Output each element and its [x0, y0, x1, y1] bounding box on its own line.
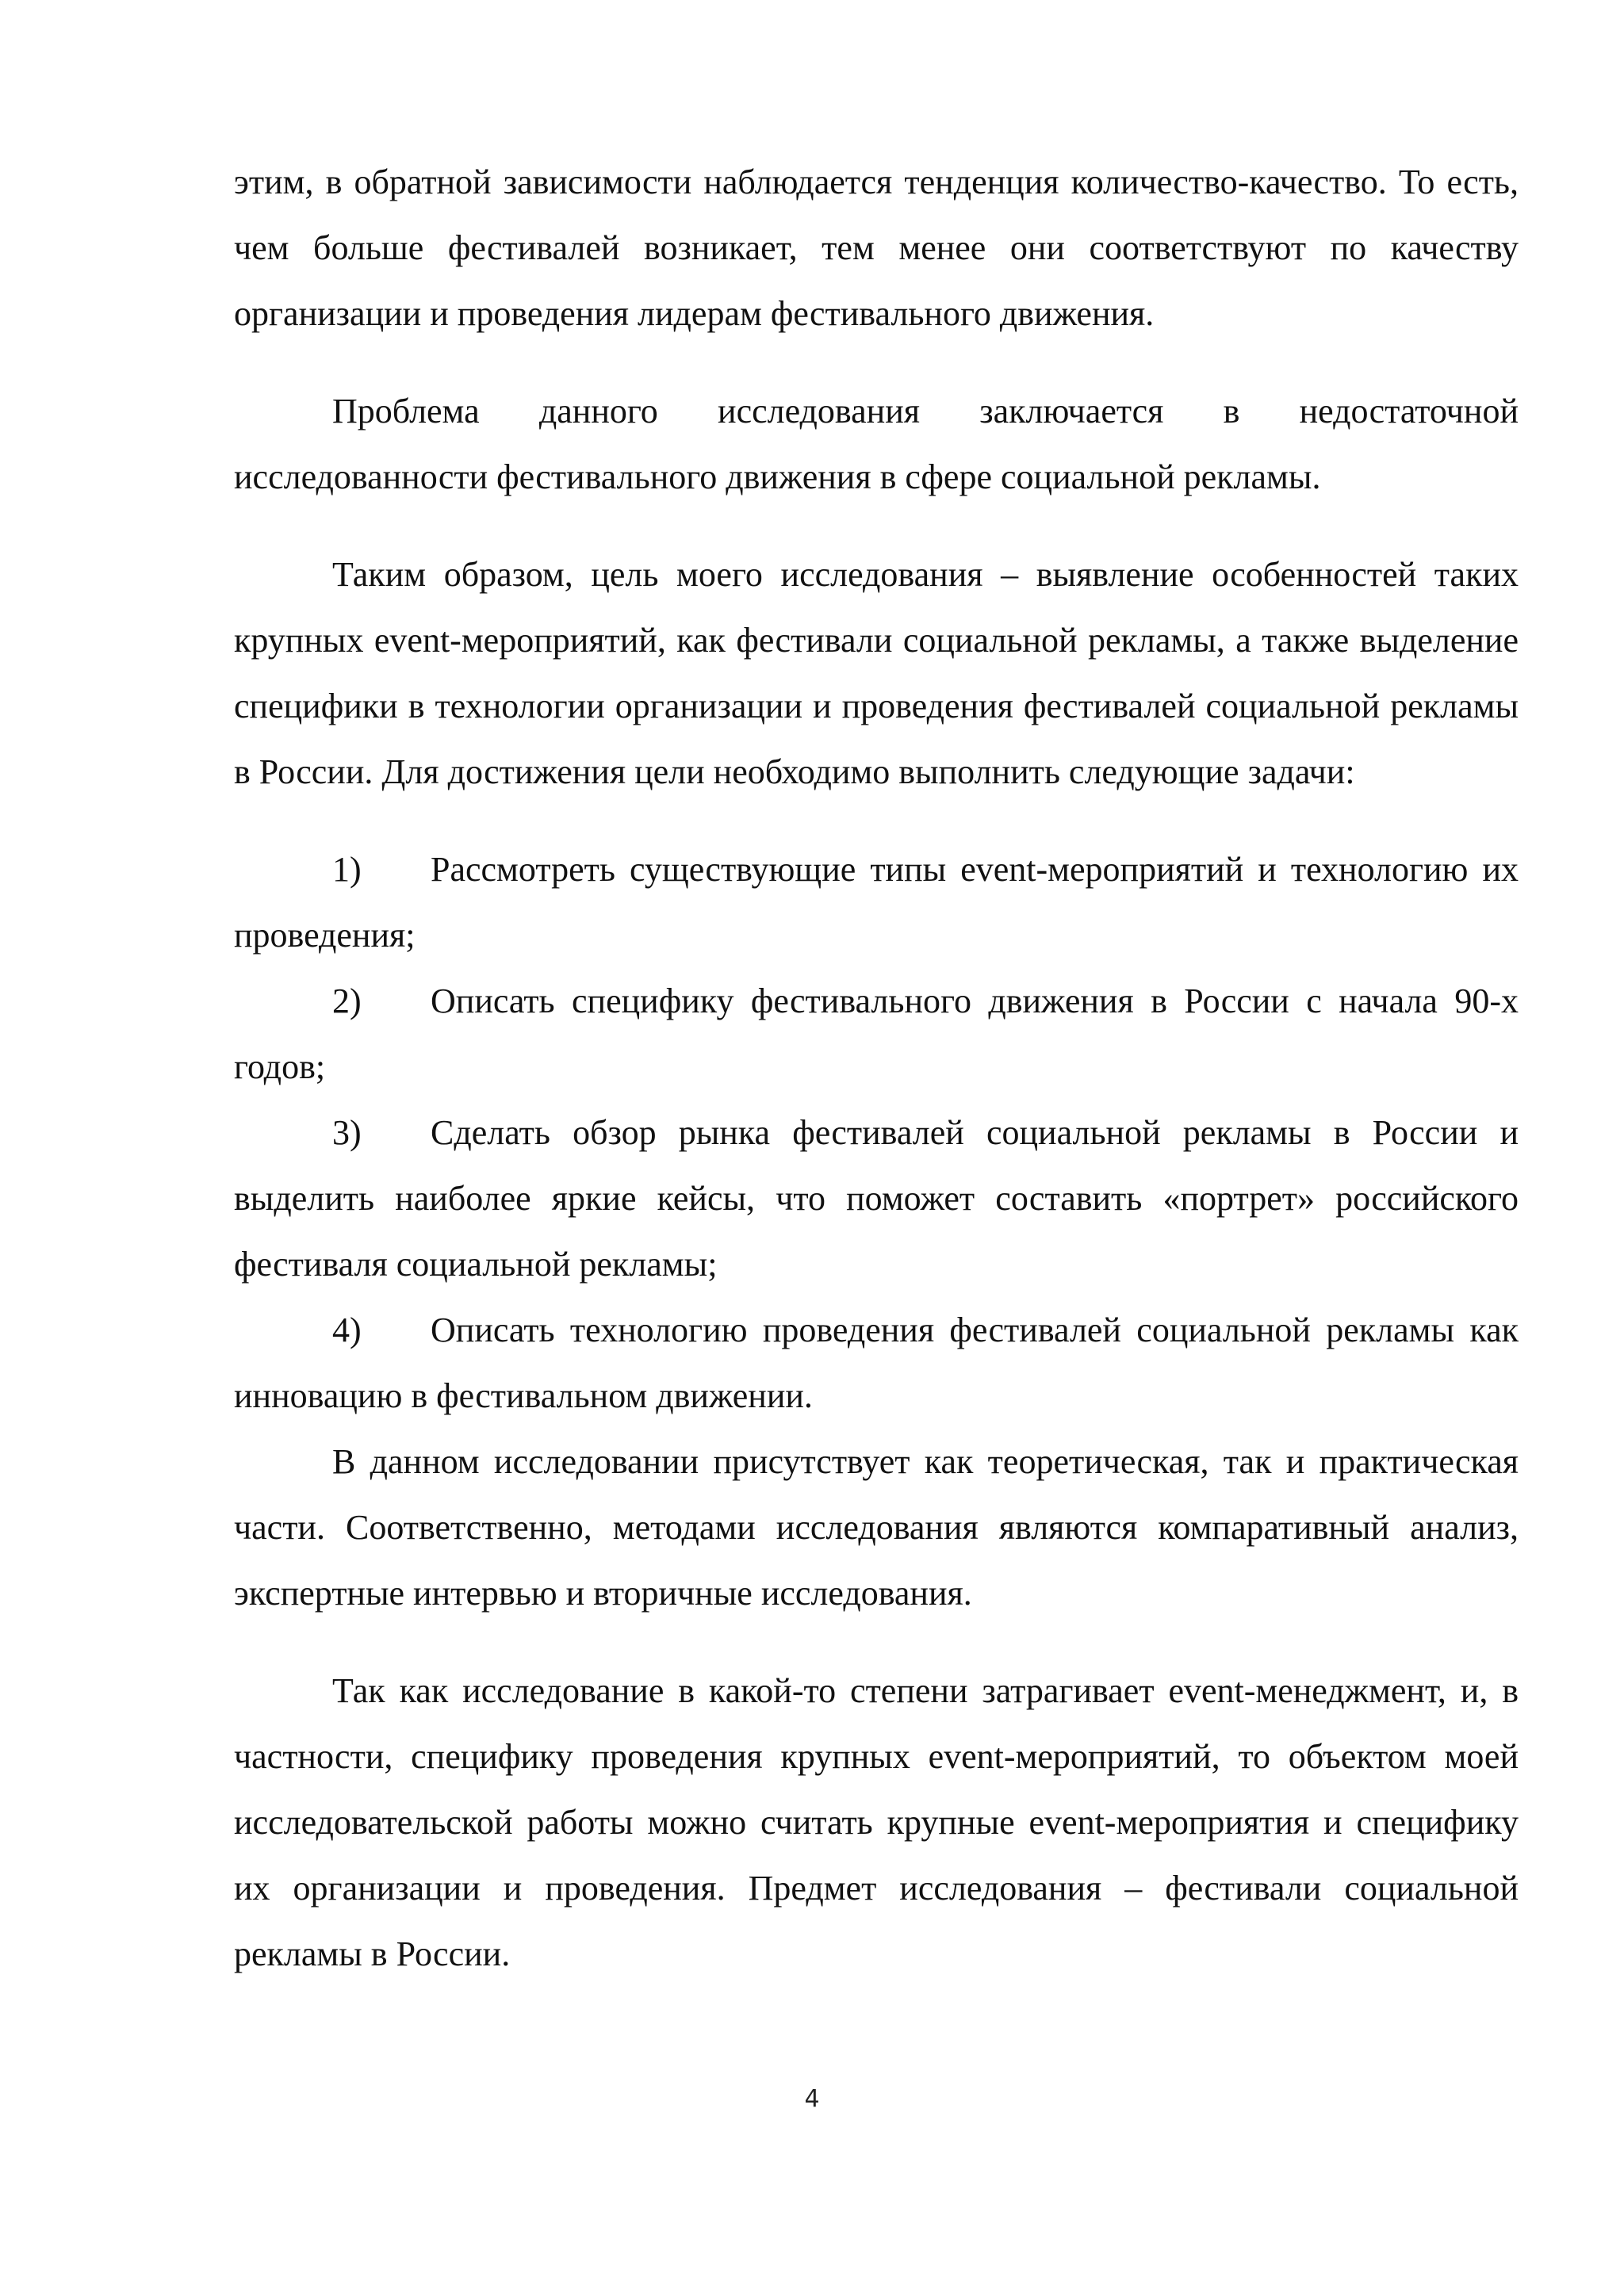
task-list	[234, 836, 1519, 1429]
task-item	[234, 1100, 1519, 1297]
task-number: 1)	[332, 850, 362, 889]
paragraph-object: Так как исследование в какой-то степени затрагивает event-менеджмент, и, в частности, специфику проведения крупных event-мероприятий, то объектом моей исследовательской работы можно считать крупные event-мероприятия и специфику их организации и проведения. Предмет исследования – фестивали социальной рекламы в России.	[234, 1671, 1519, 1973]
task-text: Рассмотреть существующие типы event-мероприятий и технологию их проведения;	[234, 850, 1519, 955]
task-number: 3)	[332, 1113, 362, 1152]
task-text: Описать специфику фестивального движения в России с начала 90-х годов;	[234, 982, 1519, 1086]
task-number: 2)	[332, 982, 362, 1020]
task-number: 4)	[332, 1311, 362, 1349]
task-text: Описать технологию проведения фестивалей социальной рекламы как инновацию в фестивальном движении.	[234, 1311, 1519, 1415]
body-text	[234, 149, 1519, 1987]
task-item	[234, 836, 1519, 968]
paragraph-continuation: этим, в обратной зависимости наблюдается тенденция количество-качество. То есть, чем больше фестивалей возникает, тем менее они соответствуют по качеству организации и проведения лидерам фестивального движения.	[234, 163, 1519, 333]
paragraph-methods: В данном исследовании присутствует как теоретическая, так и практическая части. Соответственно, методами исследования являются компаративный анализ, экспертные интервью и вторичные исследования.	[234, 1442, 1519, 1613]
paragraph-gap	[234, 805, 1519, 836]
page-number: 4	[804, 2085, 820, 2113]
paragraph-gap	[234, 1626, 1519, 1658]
paragraph-problem: Проблема данного исследования заключается в недостаточной исследованности фестивального движения в сфере социальной рекламы.	[234, 392, 1519, 496]
paragraph-gap	[234, 510, 1519, 541]
paragraph-goal: Таким образом, цель моего исследования – выявление особенностей таких крупных event-мероприятий, как фестивали социальной рекламы, а также выделение специфики в технологии организации и проведения фестивалей социальной рекламы в России. Для достижения цели необходимо выполнить следующие задачи:	[234, 555, 1519, 791]
task-item	[234, 968, 1519, 1100]
task-text: Сделать обзор рынка фестивалей социальной рекламы в России и выделить наиболее яркие кейсы, что поможет составить «портрет» российского фестиваля социальной рекламы;	[234, 1113, 1519, 1284]
task-item	[234, 1297, 1519, 1429]
paragraph-gap	[234, 346, 1519, 378]
